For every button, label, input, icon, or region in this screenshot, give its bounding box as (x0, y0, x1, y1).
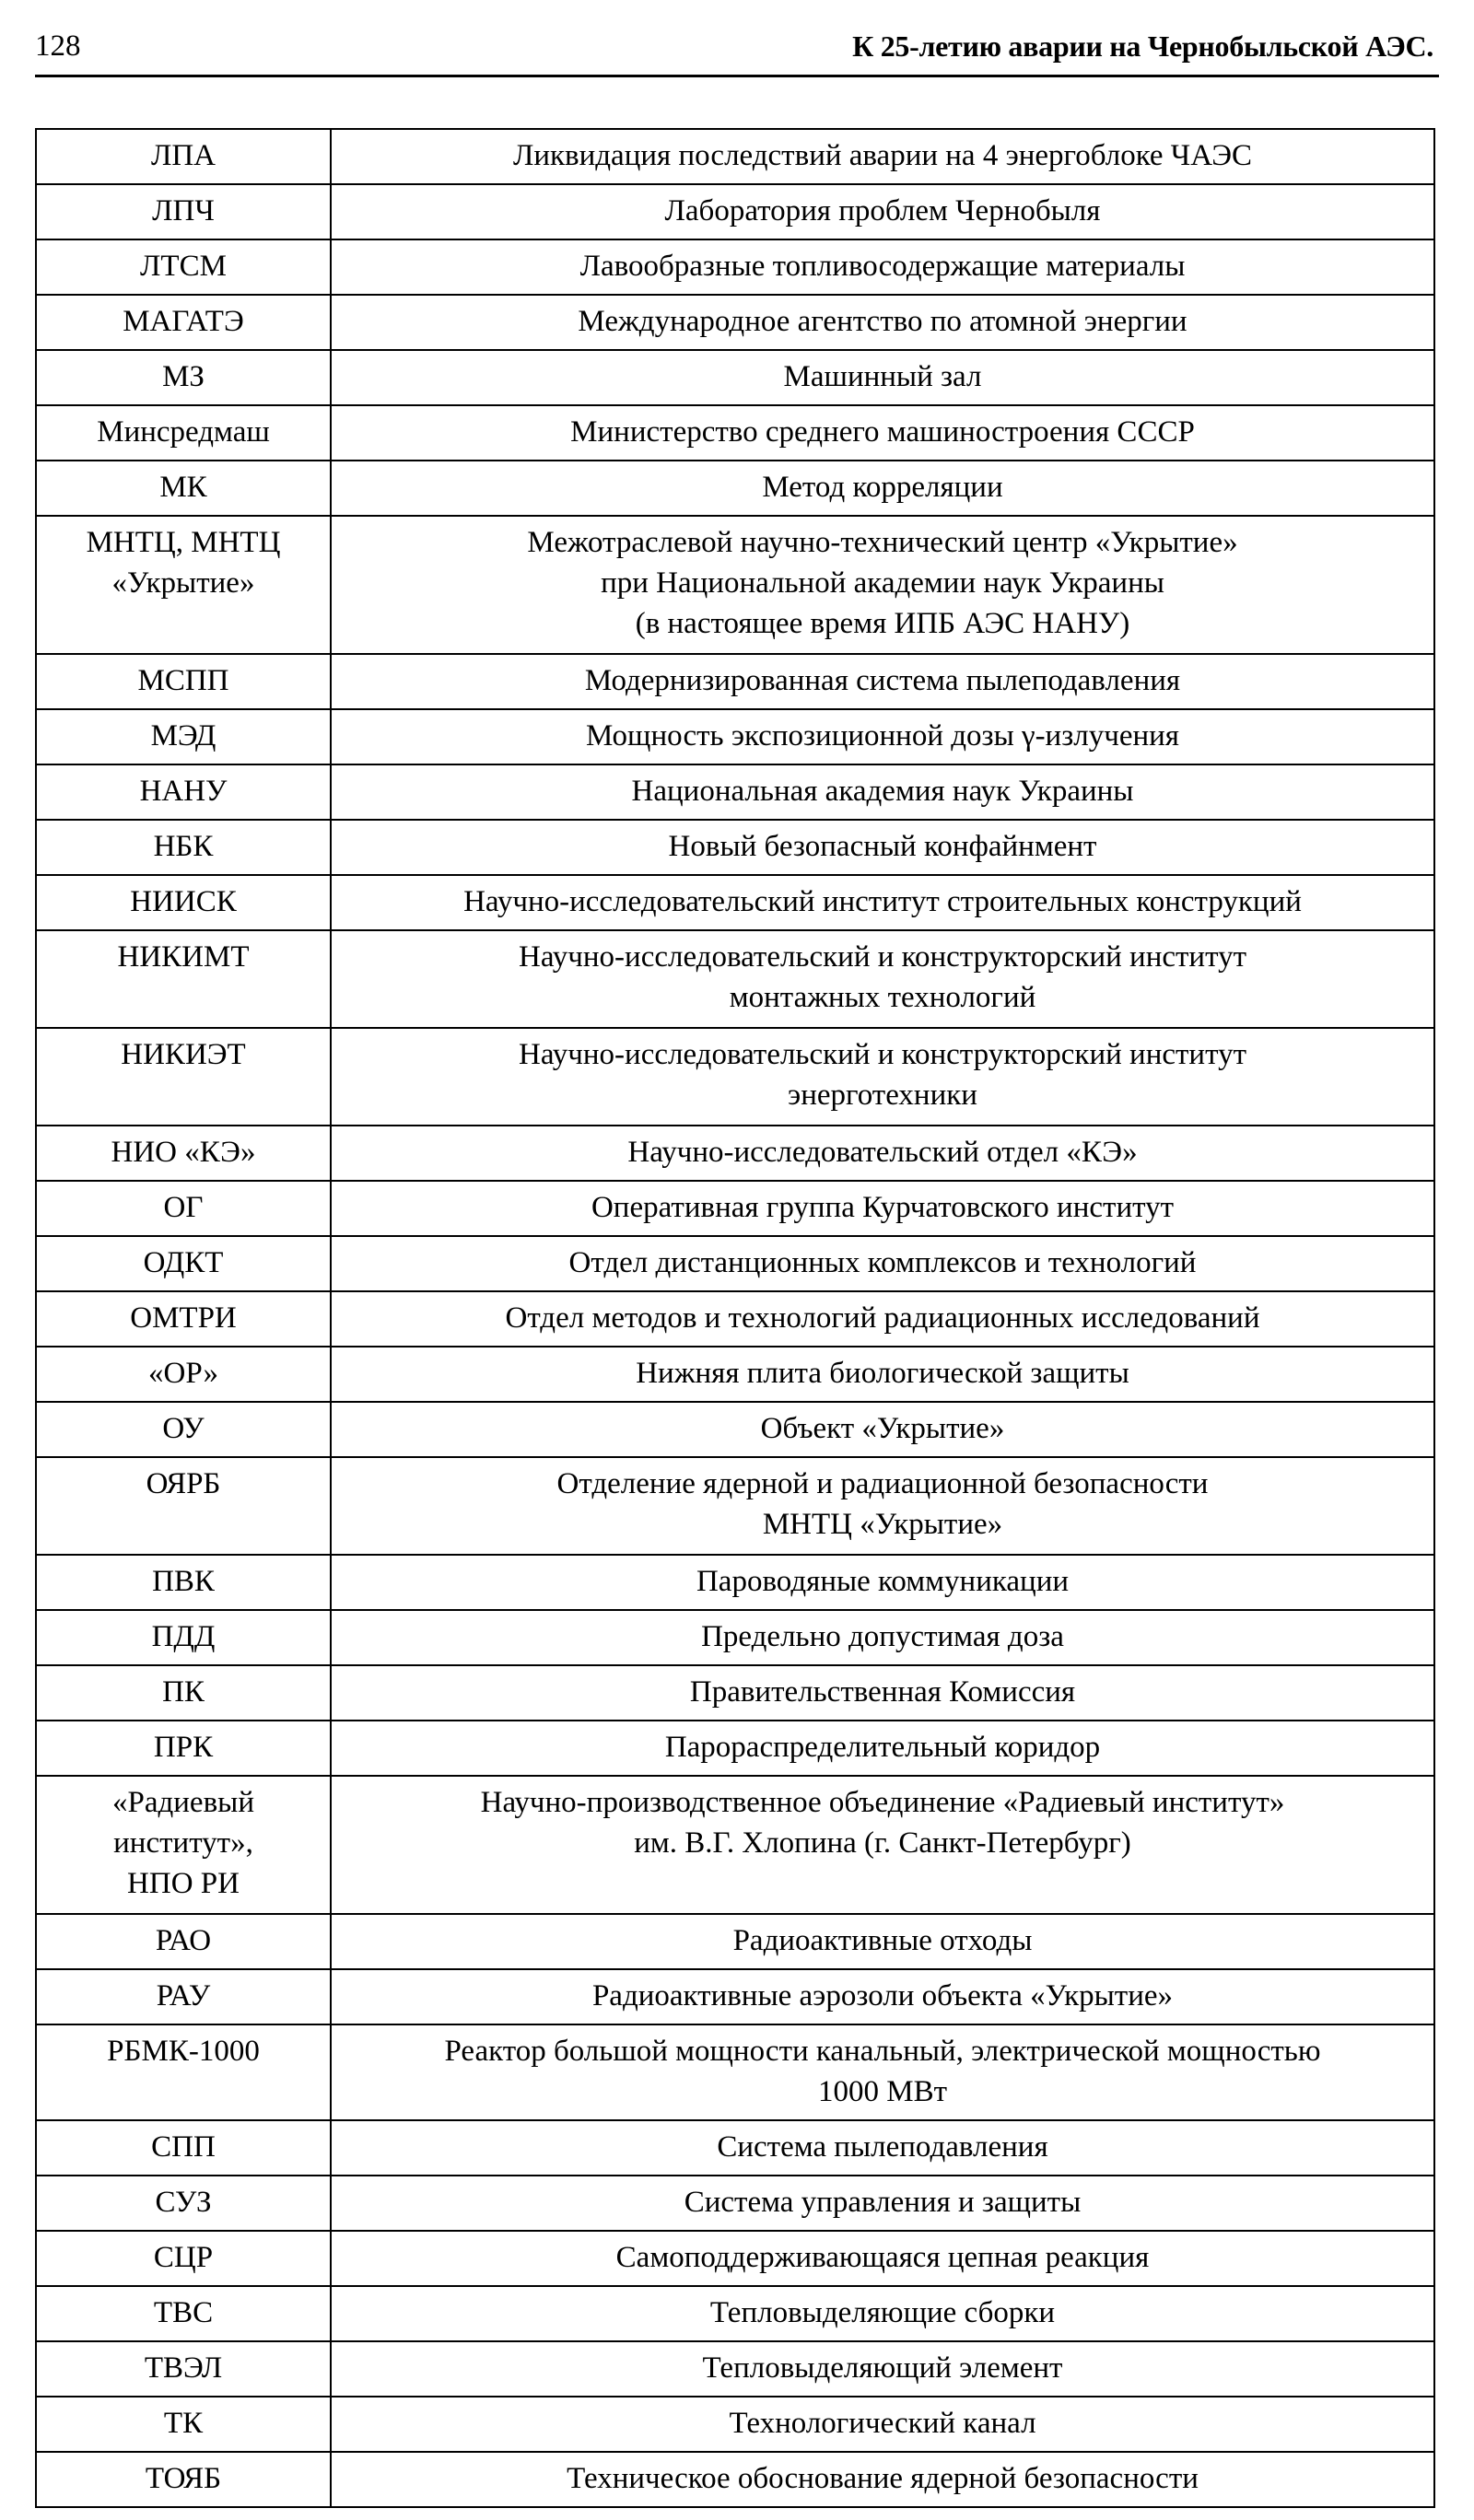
abbreviation-cell: ОУ (36, 1402, 331, 1457)
abbreviation-cell: ЛПА (36, 129, 331, 184)
abbreviation-cell: РАУ (36, 1969, 331, 2024)
running-title: К 25-летию аварии на Чернобыльской АЭС. (852, 29, 1433, 63)
table-row (36, 1776, 1434, 1914)
abbreviation-cell: РАО (36, 1914, 331, 1969)
meaning-cell (331, 1457, 1434, 1555)
abbreviation-cell: «ОР» (36, 1347, 331, 1402)
abbreviation-cell: НАНУ (36, 764, 331, 820)
table-row (36, 2452, 1434, 2507)
abbreviation-cell: МЭД (36, 709, 331, 764)
meaning-cell: Метод корреляции (331, 461, 1434, 516)
meaning-cell (331, 516, 1434, 654)
table-row (36, 2341, 1434, 2397)
table-row (36, 1969, 1434, 2024)
meaning-line: МНТЦ «Укрытие» (762, 1508, 1003, 1541)
meaning-cell (331, 2024, 1434, 2120)
meaning-line: Межотраслевой научно-технический центр «Укрытие» (527, 526, 1238, 559)
meaning-cell: Научно-исследовательский отдел «КЭ» (331, 1126, 1434, 1181)
abbreviation-cell: РБМК-1000 (36, 2024, 331, 2120)
abbreviation-cell (36, 516, 331, 654)
meaning-cell (331, 1776, 1434, 1914)
table-row (36, 764, 1434, 820)
abbreviation-cell: СПП (36, 2120, 331, 2176)
table-row (36, 1914, 1434, 1969)
meaning-cell: Техническое обоснование ядерной безопасности (331, 2452, 1434, 2507)
table-row (36, 1028, 1434, 1126)
meaning-cell: Система управления и защиты (331, 2176, 1434, 2231)
meaning-line: Научно-исследовательский и конструкторский институт (518, 940, 1246, 974)
meaning-line: энерготехники (788, 1079, 977, 1112)
abbreviation-line: «Укрытие» (111, 566, 255, 600)
page-header (35, 28, 1439, 77)
table-row (36, 350, 1434, 405)
table-row (36, 1347, 1434, 1402)
table-row (36, 875, 1434, 930)
table-row (36, 1291, 1434, 1347)
abbreviation-cell: ПРК (36, 1721, 331, 1776)
meaning-cell: Машинный зал (331, 350, 1434, 405)
table-row (36, 654, 1434, 709)
meaning-line: Отделение ядерной и радиационной безопасности (556, 1467, 1209, 1500)
meaning-cell: Пароpаспределительный коридор (331, 1721, 1434, 1776)
abbreviation-line: институт», (113, 1826, 253, 1860)
meaning-cell: Новый безопасный конфайнмент (331, 820, 1434, 875)
meaning-line: 1000 МВт (817, 2075, 948, 2108)
meaning-cell: Правительственная Комиссия (331, 1665, 1434, 1721)
abbreviation-cell: Минсредмаш (36, 405, 331, 461)
table-row (36, 2176, 1434, 2231)
abbreviation-cell: ОГ (36, 1181, 331, 1236)
meaning-cell: Мощность экспозиционной дозы γ-излучения (331, 709, 1434, 764)
abbreviation-cell: ТК (36, 2397, 331, 2452)
abbreviation-cell: ПДД (36, 1610, 331, 1665)
table-row (36, 1457, 1434, 1555)
table-row (36, 1610, 1434, 1665)
meaning-cell: Лавообразные топливосодержащие материалы (331, 239, 1434, 295)
meaning-cell: Предельно допустимая доза (331, 1610, 1434, 1665)
table-row (36, 184, 1434, 239)
abbreviation-cell: НБК (36, 820, 331, 875)
meaning-line: (в настоящее время ИПБ АЭС НАНУ) (635, 607, 1130, 640)
table-row (36, 2120, 1434, 2176)
abbreviation-cell: ОДКТ (36, 1236, 331, 1291)
table-row (36, 1665, 1434, 1721)
table-row (36, 820, 1434, 875)
meaning-cell: Тепловыделяющий элемент (331, 2341, 1434, 2397)
meaning-cell: Отдел дистанционных комплексов и технологий (331, 1236, 1434, 1291)
meaning-cell: Объект «Укрытие» (331, 1402, 1434, 1457)
meaning-line: им. В.Г. Хлопина (г. Санкт-Петербург) (634, 1826, 1131, 1860)
meaning-cell (331, 1028, 1434, 1126)
abbreviations-table (35, 128, 1435, 2508)
abbreviation-cell: МК (36, 461, 331, 516)
meaning-cell (331, 930, 1434, 1028)
meaning-line: Научно-производственное объединение «Радиевый институт» (480, 1786, 1285, 1819)
abbreviation-cell: ПК (36, 1665, 331, 1721)
meaning-line: монтажных технологий (729, 981, 1036, 1014)
abbreviation-cell: НИО «КЭ» (36, 1126, 331, 1181)
abbreviation-cell: МСПП (36, 654, 331, 709)
abbreviation-line: МНТЦ, МНТЦ (86, 526, 281, 559)
table-row (36, 516, 1434, 654)
meaning-cell: Нижняя плита биологической защиты (331, 1347, 1434, 1402)
table-row (36, 2286, 1434, 2341)
table-row (36, 1402, 1434, 1457)
table-row (36, 239, 1434, 295)
table-row (36, 405, 1434, 461)
table-row (36, 2024, 1434, 2120)
abbreviation-cell: НИИСК (36, 875, 331, 930)
abbreviation-cell (36, 1776, 331, 1914)
meaning-line: Научно-исследовательский и конструкторский институт (518, 1038, 1246, 1071)
meaning-cell: Научно-исследовательский институт строительных конструкций (331, 875, 1434, 930)
meaning-cell: Ликвидация последствий аварии на 4 энергоблоке ЧАЭС (331, 129, 1434, 184)
meaning-cell: Министерство среднего машиностроения СССР (331, 405, 1434, 461)
abbreviation-cell: ТВЭЛ (36, 2341, 331, 2397)
meaning-cell: Технологический канал (331, 2397, 1434, 2452)
meaning-cell: Модернизированная система пылеподавления (331, 654, 1434, 709)
table-row (36, 129, 1434, 184)
table-row (36, 1236, 1434, 1291)
abbreviation-cell: ПВК (36, 1555, 331, 1610)
abbreviation-cell: ЛПЧ (36, 184, 331, 239)
abbreviation-cell: МЗ (36, 350, 331, 405)
meaning-cell: Радиоактивные аэрозоли объекта «Укрытие» (331, 1969, 1434, 2024)
table-row (36, 930, 1434, 1028)
table-row (36, 1721, 1434, 1776)
abbreviation-cell: ТОЯБ (36, 2452, 331, 2507)
meaning-cell: Пароводяные коммуникации (331, 1555, 1434, 1610)
table-row (36, 1181, 1434, 1236)
meaning-cell: Радиоактивные отходы (331, 1914, 1434, 1969)
table-row (36, 1555, 1434, 1610)
table-row (36, 1126, 1434, 1181)
meaning-cell: Самоподдерживающаяся цепная реакция (331, 2231, 1434, 2286)
table-row (36, 295, 1434, 350)
meaning-cell: Оперативная группа Курчатовского институт (331, 1181, 1434, 1236)
abbreviation-cell: МАГАТЭ (36, 295, 331, 350)
meaning-cell: Лаборатория проблем Чернобыля (331, 184, 1434, 239)
table-row (36, 2231, 1434, 2286)
meaning-cell: Система пылеподавления (331, 2120, 1434, 2176)
meaning-line: при Национальной академии наук Украины (601, 566, 1164, 600)
abbreviation-cell: ОМТРИ (36, 1291, 331, 1347)
table-row (36, 709, 1434, 764)
meaning-cell: Международное агентство по атомной энергии (331, 295, 1434, 350)
abbreviation-line: «Радиевый (111, 1786, 254, 1819)
abbreviation-cell: ОЯРБ (36, 1457, 331, 1555)
meaning-line: Реактор большой мощности канальный, электрической мощностью (444, 2035, 1321, 2068)
abbreviation-cell: СУЗ (36, 2176, 331, 2231)
abbreviation-line: НПО РИ (127, 1867, 240, 1900)
meaning-cell: Отдел методов и технологий радиационных исследований (331, 1291, 1434, 1347)
abbreviation-cell: СЦР (36, 2231, 331, 2286)
meaning-cell: Тепловыделяющие сборки (331, 2286, 1434, 2341)
abbreviation-cell: НИКИЭТ (36, 1028, 331, 1126)
table-row (36, 2397, 1434, 2452)
abbreviation-cell: ТВС (36, 2286, 331, 2341)
abbreviation-cell: НИКИМТ (36, 930, 331, 1028)
meaning-cell: Национальная академия наук Украины (331, 764, 1434, 820)
abbreviation-cell: ЛТСМ (36, 239, 331, 295)
page-number: 128 (35, 29, 81, 63)
table-row (36, 461, 1434, 516)
